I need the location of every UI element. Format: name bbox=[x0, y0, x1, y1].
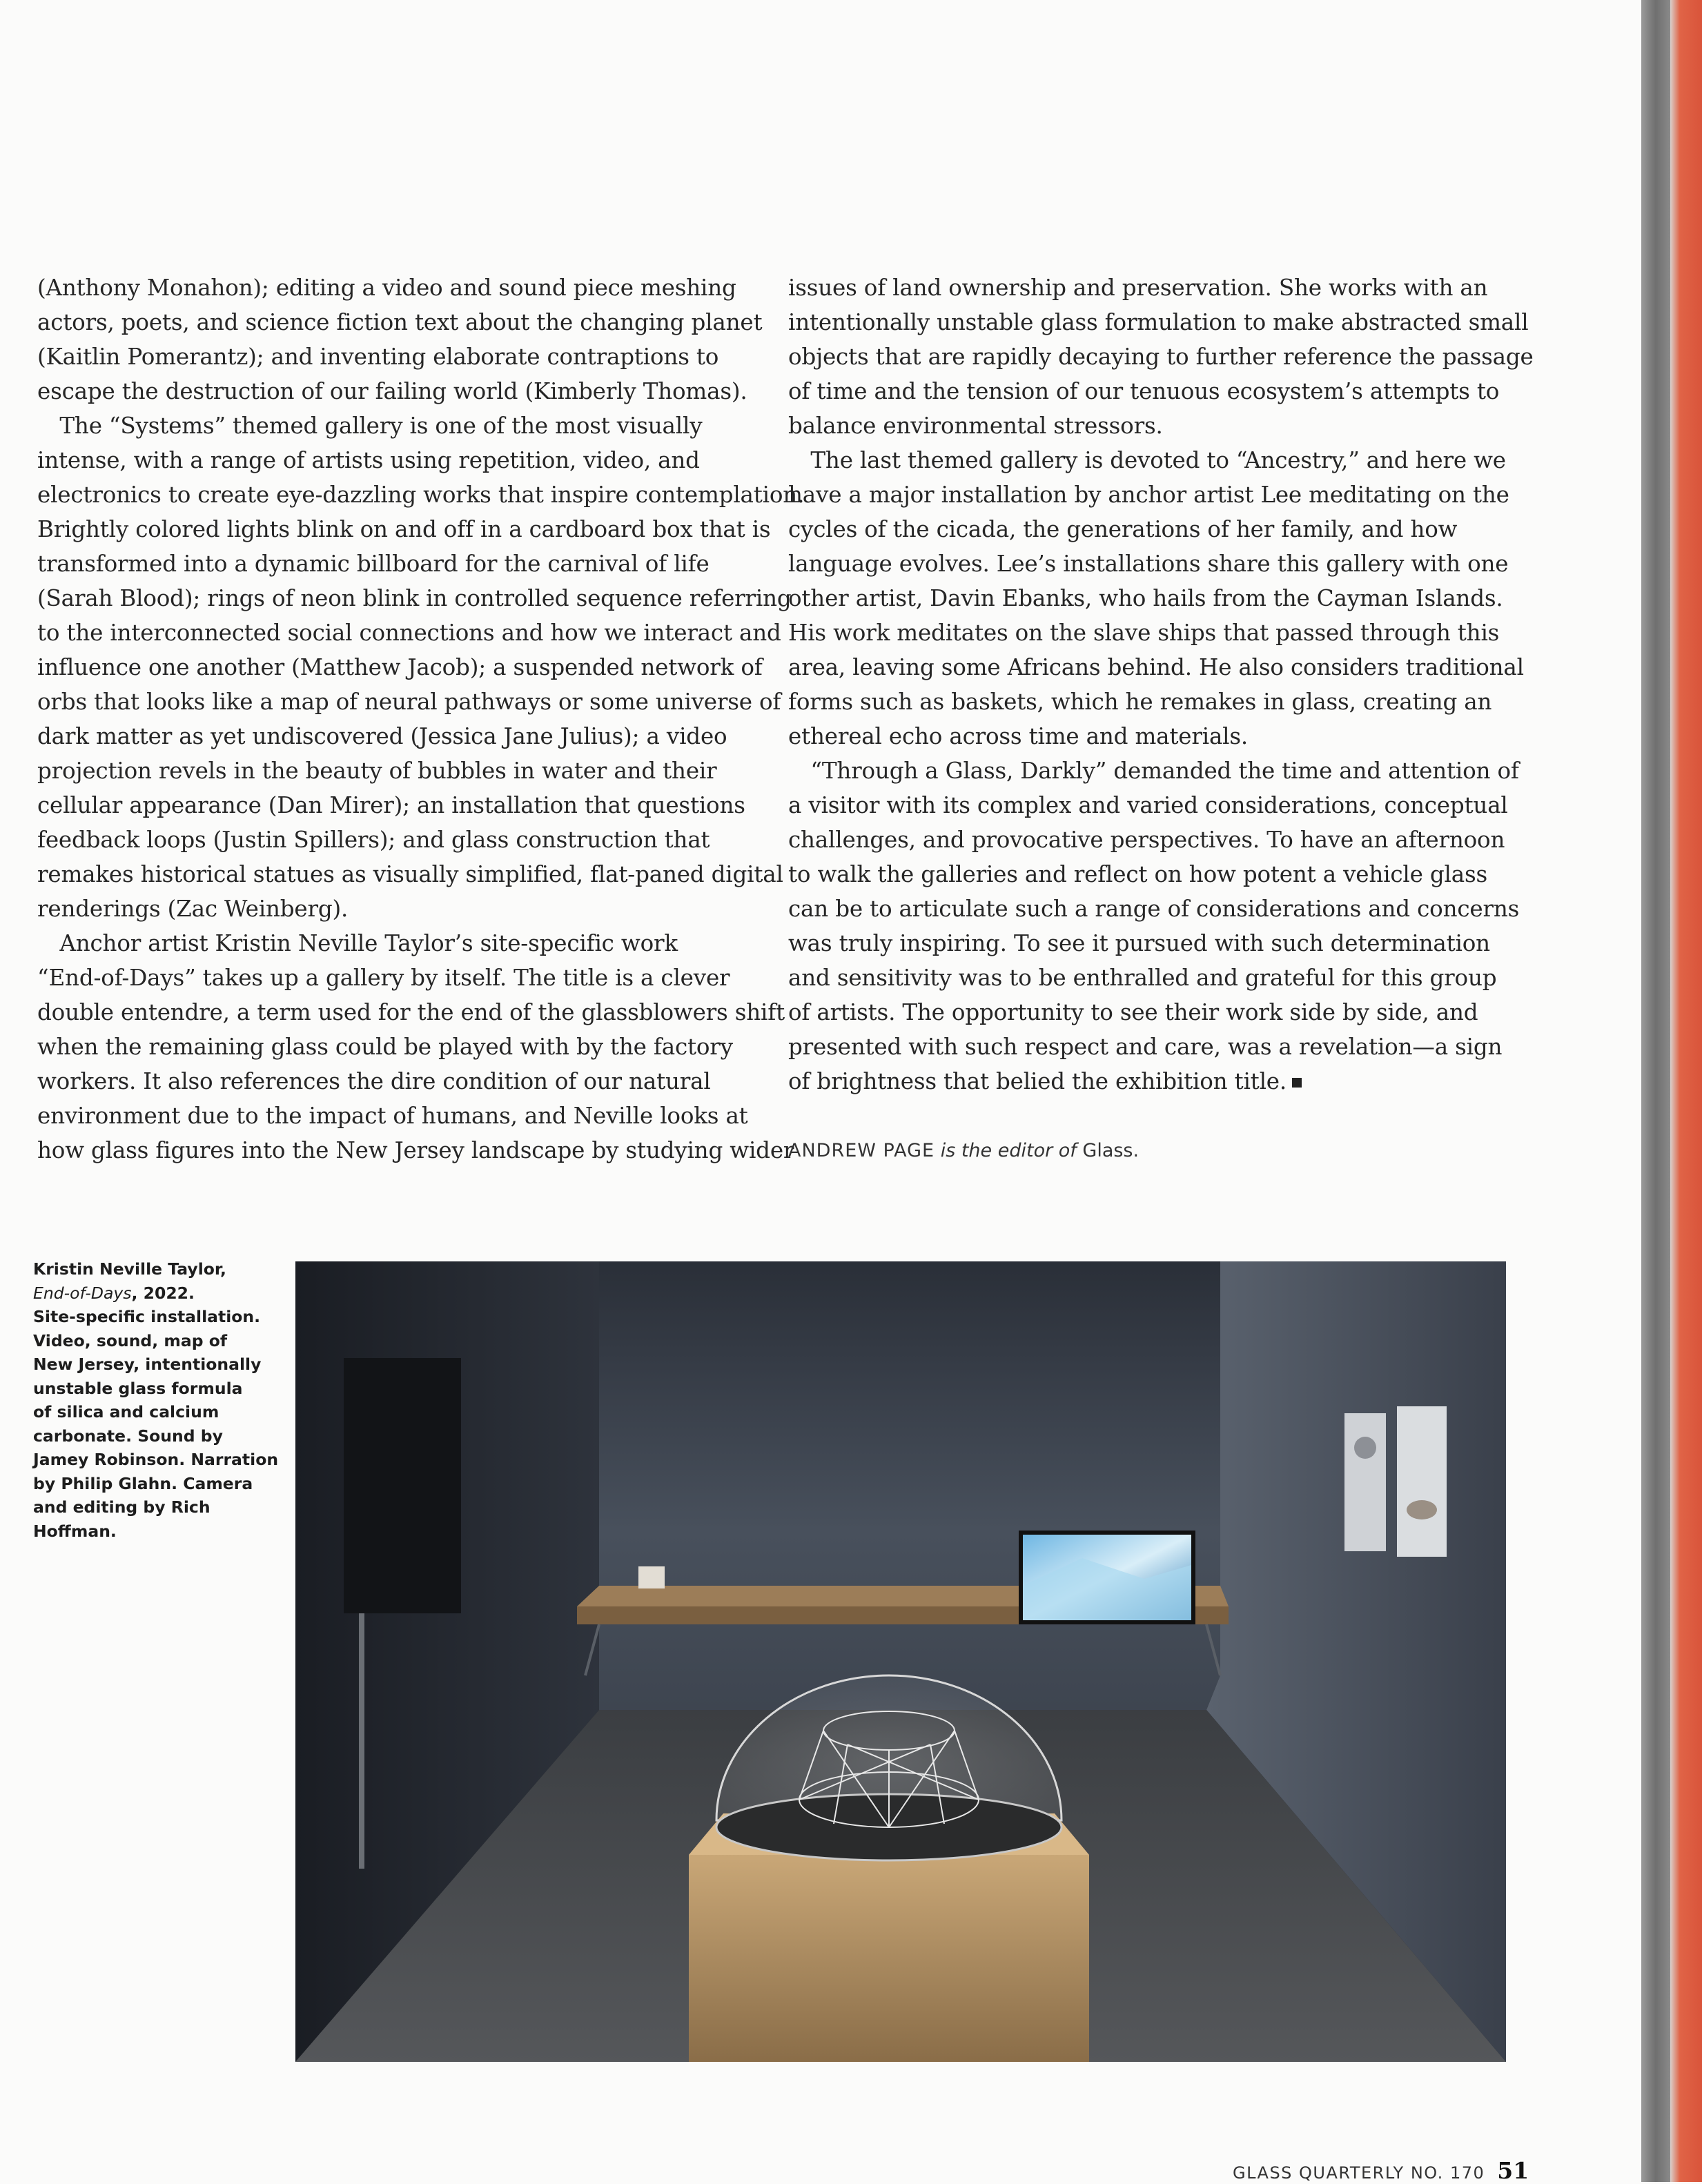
page-footer bbox=[1233, 2157, 1529, 2184]
text-line: actors, poets, and science fiction text about the changing planet bbox=[37, 309, 763, 335]
publication-name: Glass. bbox=[1082, 1140, 1139, 1161]
end-of-article-mark bbox=[1292, 1078, 1302, 1088]
text-line: can be to articulate such a range of considerations and concerns bbox=[788, 896, 1520, 922]
caption-line: carbonate. Sound by bbox=[33, 1426, 223, 1446]
text-line: renderings (Zac Weinberg). bbox=[37, 896, 349, 922]
author-name: ANDREW PAGE bbox=[788, 1140, 935, 1161]
text-line: His work meditates on the slave ships that passed through this bbox=[788, 620, 1500, 646]
text-line: transformed into a dynamic billboard for the carnival of life bbox=[37, 551, 710, 577]
text-line: feedback loops (Justin Spillers); and glass construction that bbox=[37, 827, 710, 853]
text-line: double entendre, a term used for the end of the glassblowers shift bbox=[37, 999, 785, 1025]
text-line: escape the destruction of our failing world (Kimberly Thomas). bbox=[37, 378, 747, 404]
caption-line: and editing by Rich bbox=[33, 1497, 211, 1517]
text-line: The last themed gallery is devoted to “Ancestry,” and here we bbox=[788, 447, 1506, 473]
photo-caption bbox=[33, 1257, 295, 1543]
article-right-column bbox=[788, 270, 1534, 1099]
text-line: projection revels in the beauty of bubbles in water and their bbox=[37, 758, 717, 784]
author-byline bbox=[788, 1140, 1139, 1161]
text-line: intentionally unstable glass formulation to make abstracted small bbox=[788, 309, 1529, 335]
magazine-issue: GLASS QUARTERLY NO. 170 bbox=[1233, 2163, 1485, 2183]
text-line: cellular appearance (Dan Mirer); an installation that questions bbox=[37, 792, 745, 818]
wall-print-2 bbox=[1397, 1406, 1447, 1557]
installation-photo bbox=[295, 1261, 1506, 2062]
text-line: of artists. The opportunity to see their work side by side, and bbox=[788, 999, 1478, 1025]
article-left-column bbox=[37, 270, 805, 1168]
text-line: forms such as baskets, which he remakes in glass, creating an bbox=[788, 689, 1492, 715]
last-text-line bbox=[788, 1064, 1520, 1099]
caption-line: by Philip Glahn. Camera bbox=[33, 1473, 253, 1493]
text-line: orbs that looks like a map of neural pathways or some universe of bbox=[37, 689, 781, 715]
text-line: intense, with a range of artists using repetition, video, and bbox=[37, 447, 700, 473]
text-line: “Through a Glass, Darkly” demanded the time and attention of bbox=[788, 758, 1519, 784]
page-edge-red bbox=[1670, 0, 1702, 2182]
text-line: ethereal echo across time and materials. bbox=[788, 723, 1249, 749]
caption-line: unstable glass formula bbox=[33, 1378, 243, 1398]
text-line: issues of land ownership and preservation. She works with an bbox=[788, 275, 1488, 301]
caption-line: of silica and calcium bbox=[33, 1402, 219, 1421]
text-line: how glass figures into the New Jersey landscape by studying wider bbox=[37, 1137, 794, 1163]
text-line: presented with such respect and care, was a revelation—a sign bbox=[788, 1034, 1503, 1060]
text-line: language evolves. Lee’s installations share this gallery with one bbox=[788, 551, 1509, 577]
text-line: to walk the galleries and reflect on how potent a vehicle glass bbox=[788, 861, 1488, 887]
text-line: workers. It also references the dire condition of our natural bbox=[37, 1068, 711, 1094]
caption-year: , 2022. bbox=[131, 1283, 195, 1303]
caption-line: Hoffman. bbox=[33, 1521, 117, 1541]
text-line: challenges, and provocative perspectives. To have an afternoon bbox=[788, 827, 1505, 853]
caption-artist: Kristin Neville Taylor, bbox=[33, 1259, 226, 1279]
text-line: dark matter as yet undiscovered (Jessica Jane Julius); a video bbox=[37, 723, 727, 749]
text-line: of brightness that belied the exhibition title. bbox=[788, 1068, 1287, 1094]
text-line: cycles of the cicada, the generations of her family, and how bbox=[788, 516, 1458, 542]
caption-line: Jamey Robinson. Narration bbox=[33, 1450, 279, 1469]
text-line: (Sarah Blood); rings of neon blink in controlled sequence referring bbox=[37, 585, 792, 611]
page-edge-shadow bbox=[1641, 0, 1670, 2182]
glass-object bbox=[638, 1566, 665, 1588]
text-line: have a major installation by anchor artist Lee meditating on the bbox=[788, 482, 1509, 508]
text-line: Brightly colored lights blink on and off in a cardboard box that is bbox=[37, 516, 771, 542]
text-line: was truly inspiring. To see it pursued with such determination bbox=[788, 930, 1490, 956]
caption-line: Video, sound, map of bbox=[33, 1330, 228, 1350]
text-line: when the remaining glass could be played with by the factory bbox=[37, 1034, 733, 1060]
text-line: area, leaving some Africans behind. He also considers traditional bbox=[788, 654, 1524, 680]
page-number: 51 bbox=[1497, 2157, 1529, 2184]
text-line: Anchor artist Kristin Neville Taylor’s site-specific work bbox=[37, 930, 678, 956]
author-role: is the editor of bbox=[940, 1140, 1077, 1161]
text-line: (Kaitlin Pomerantz); and inventing elaborate contraptions to bbox=[37, 344, 719, 370]
installation-photo-illustration bbox=[295, 1261, 1506, 2062]
text-line: balance environmental stressors. bbox=[788, 413, 1163, 439]
text-line: The “Systems” themed gallery is one of the most visually bbox=[37, 413, 703, 439]
text-line: other artist, Davin Ebanks, who hails from the Cayman Islands. bbox=[788, 585, 1503, 611]
caption-title-line bbox=[33, 1281, 295, 1306]
text-line: influence one another (Matthew Jacob); a suspended network of bbox=[37, 654, 763, 680]
text-line: to the interconnected social connections and how we interact and bbox=[37, 620, 781, 646]
caption-line: Site-specific installation. bbox=[33, 1307, 261, 1326]
text-line: environment due to the impact of humans, and Neville looks at bbox=[37, 1103, 748, 1129]
text-line: objects that are rapidly decaying to further reference the passage bbox=[788, 344, 1534, 370]
text-line: a visitor with its complex and varied considerations, conceptual bbox=[788, 792, 1508, 818]
text-line: “End-of-Days” takes up a gallery by itself. The title is a clever bbox=[37, 965, 730, 991]
wall-panel bbox=[344, 1358, 461, 1613]
text-line: electronics to create eye-dazzling works that inspire contemplation. bbox=[37, 482, 805, 508]
wall-print-1 bbox=[1344, 1413, 1386, 1551]
caption-line: New Jersey, intentionally bbox=[33, 1355, 262, 1374]
caption-work-title: End-of-Days bbox=[33, 1283, 132, 1303]
text-line: remakes historical statues as visually simplified, flat-paned digital bbox=[37, 861, 783, 887]
pedestal bbox=[689, 1855, 1089, 2062]
text-line: and sensitivity was to be enthralled and grateful for this group bbox=[788, 965, 1497, 991]
text-line: (Anthony Monahon); editing a video and sound piece meshing bbox=[37, 275, 736, 301]
text-line: of time and the tension of our tenuous ecosystem’s attempts to bbox=[788, 378, 1500, 404]
